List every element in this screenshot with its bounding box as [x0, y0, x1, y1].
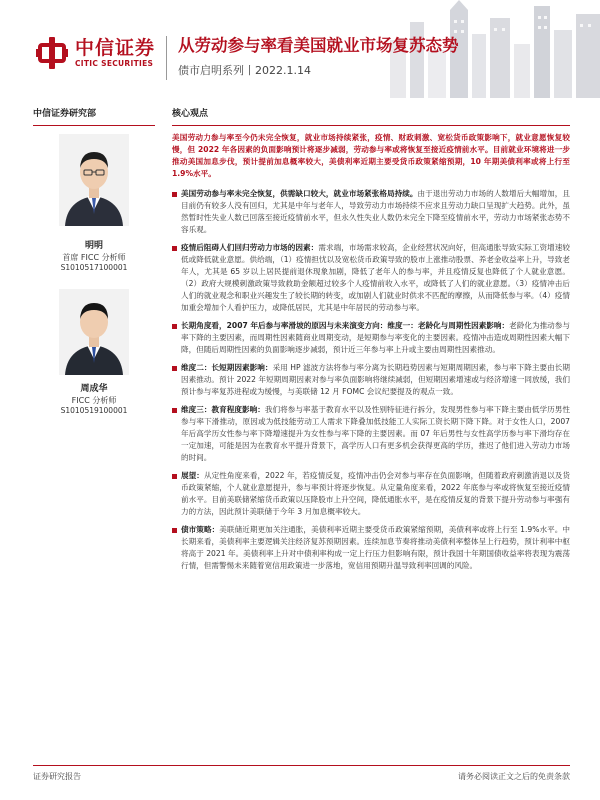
key-point-body: 需求端，市场需求较高，企业经营状况向好，但高通胀导致实际工资增速较低或降低就业意愿。供给端，（1）疫情担忧以及宽松货币政策导致的股市上涨推动股票、养老金收益率上升，导致老年人，尤其是 65 岁以上居民提前退休现象加剧，降低了老年人的参与率，并且疫情反复也降低了个人就业意愿。（2）政府大规模刺激政策导致救助金额超过较多个人疫情前收入水平，或降低了人们的就业意愿。（3）疫情冲击后人们的就业观念和职业兴趣发生了较长期的转变，或加剧人们就业时供求不匹配的摩擦，从而降低参与率。（4）疫情加重会增加个人看护压力，或降低居民，尤其是中年居民的劳动参与率。 [181, 243, 571, 312]
core-views-column [172, 108, 570, 578]
key-point [172, 188, 570, 236]
key-point-body: 美联储近期更加关注通胀，美债利率近期主要受货币政策紧缩预期，美债利率或将上行至 1.9%水平。中长期来看，美债利率主要逻辑关注经济复苏预期因素。连续加息节奏将推动美债利率整体呈上行趋势，预计利率中枢将高于 2021 年。美债利率上升对中债利率构成一定上行压力但影响有限，预计我国十年期国债收益率将表现为震荡行情，但需警惕未来随着宽信用政策进一步落地，宽信用预期升温导致利率回调的风险。 [181, 525, 571, 570]
header-divider [166, 36, 167, 80]
brand-name-en: CITIC SECURITIES [75, 59, 154, 68]
analyst-card [33, 289, 155, 416]
analyst-role: FICC 分析师 [71, 396, 117, 405]
key-point-lead: 疫情后阻碍人们回归劳动力市场的因素： [181, 243, 319, 252]
core-summary: 美国劳动力参与率至今仍未完全恢复，就业市场持续紧张，疫情、财政刺激、宽松货币政策影响下，就业意愿恢复较慢，但 2022 年各因素的负面影响预计将逐步减弱，劳动参与率或将恢复至接近疫情前水平。目前就业环境将进一步推动美国加息步伐，预计提前加息概率较大，美债利率近期主要受货币政策紧缩预期，10 年期美债利率或将上行至 1.9%水平。 [172, 133, 570, 178]
footer-disclaimer-note: 请务必阅读正文之后的免责条款 [458, 772, 570, 781]
analyst-license-id: S1010517100001 [60, 263, 128, 272]
analyst-role: 首席 FICC 分析师 [62, 253, 126, 262]
analyst-card [33, 134, 155, 273]
key-point [172, 404, 570, 464]
report-title: 从劳动参与率看美国就业市场复苏态势 [178, 36, 459, 55]
key-point-body: 老龄化为推动参与率下降的主要因素，而周期性因素随商业周期变动，是短期参与率变化的主要因素。疫情冲击造成周期性因素大幅下降，但随后周期性因素的负面影响逐步减弱，预计近三年参与率上升或主要由周期性因素推动。 [181, 321, 570, 354]
research-dept-label: 中信证券研究部 [33, 108, 155, 126]
key-point [172, 362, 570, 398]
key-point [172, 524, 570, 572]
key-points-list [172, 188, 570, 572]
key-point-body: 由于退出劳动力市场的人数增后大幅增加，且目前仍有较多人没有回归，尤其是中年与老年人，导致劳动力市场持续不应求且劳动力缺口呈现扩大趋势。此外，虽然暂时性失业人数已回落至接近疫情前水平，但永久性失业人数仍未完全下降至疫情前水平，劳动力市场紧张态势不容乐观。 [181, 189, 570, 234]
report-subtitle: 债市启明系列丨2022.1.14 [178, 64, 311, 77]
analyst-column [33, 108, 155, 416]
key-point-lead: 债市策略： [181, 525, 220, 534]
report-header [0, 0, 600, 98]
citic-logo [35, 36, 155, 70]
key-point-body: 从定性角度来看，2022 年，若疫情反复，疫情冲击仍会对参与率存在负面影响，但随着政府刺激消退以及货币政策紧缩，个人就业意愿提升，参与率预计将逐步恢复。从定量角度来看，2022 年底参与率或将恢复至接近疫情前水平。目前美联储紧缩货币政策以压降股市上升空间，降低通胀水平，是在疫情反复的背景下提升劳动参与率强有力的方法，因此预计美联储于今年 3 月加息概率较大。 [181, 471, 571, 516]
footer-report-type: 证券研究报告 [33, 772, 81, 781]
key-point [172, 320, 570, 356]
analyst-photo-1 [59, 134, 129, 226]
analyst-license-id: S1010519100001 [60, 406, 128, 415]
analyst-photo-2 [59, 289, 129, 375]
key-point-lead: 展望： [181, 471, 204, 480]
key-point [172, 242, 570, 314]
key-point-lead: 维度三：教育程度影响： [181, 405, 265, 414]
analyst-name: 周成华 [80, 384, 108, 394]
key-point-lead: 长期角度看，2007 年后参与率滑坡的原因与未来演变方向：维度一：老龄化与周期性因素影响： [181, 321, 510, 330]
key-point-body: 我们将参与率基于教育水平以及性别特征进行拆分，发现男性参与率下降主要由低学历男性参与率下滑推动，原因或为低技能劳动工人需求下降叠加低技能工人实际工资长期下降下降。对于女性人口，2007 年后高学历女性参与率下降增速提升为女性参与率下降的主要因素。而 07 年后男性与女性高学历参与率下滑均存在一定加速，可能是因为在教育水平提升背景下，高学历人口有更多机会获得更高的学历，推迟了他们进入劳动力市场的时间。 [181, 405, 571, 462]
citic-emblem-icon [35, 36, 69, 70]
brand-name-cn: 中信证券 [75, 37, 156, 59]
footer-divider [33, 765, 570, 766]
key-point-lead: 美国劳动参与率未完全恢复，供需缺口较大，就业市场紧张格局持续。 [181, 189, 418, 198]
analyst-name: 明明 [84, 241, 103, 251]
key-point-body: 采用 HP 滤波方法将参与率分离为长期趋势因素与短期周期因素，参与率下降主要由长期因素推动。预计 2022 年短期周期因素对参与率负面影响将继续减弱，但短期因素增速或与经济增速一同放缓，我们预计参与率复苏进程或为缓慢，与美联储 12 月 FOMC 会议纪要提及的观点一致。 [181, 363, 570, 396]
key-point [172, 470, 570, 518]
key-point-lead: 维度二：长短期因素影响： [181, 363, 273, 372]
core-views-label: 核心观点 [172, 108, 570, 126]
